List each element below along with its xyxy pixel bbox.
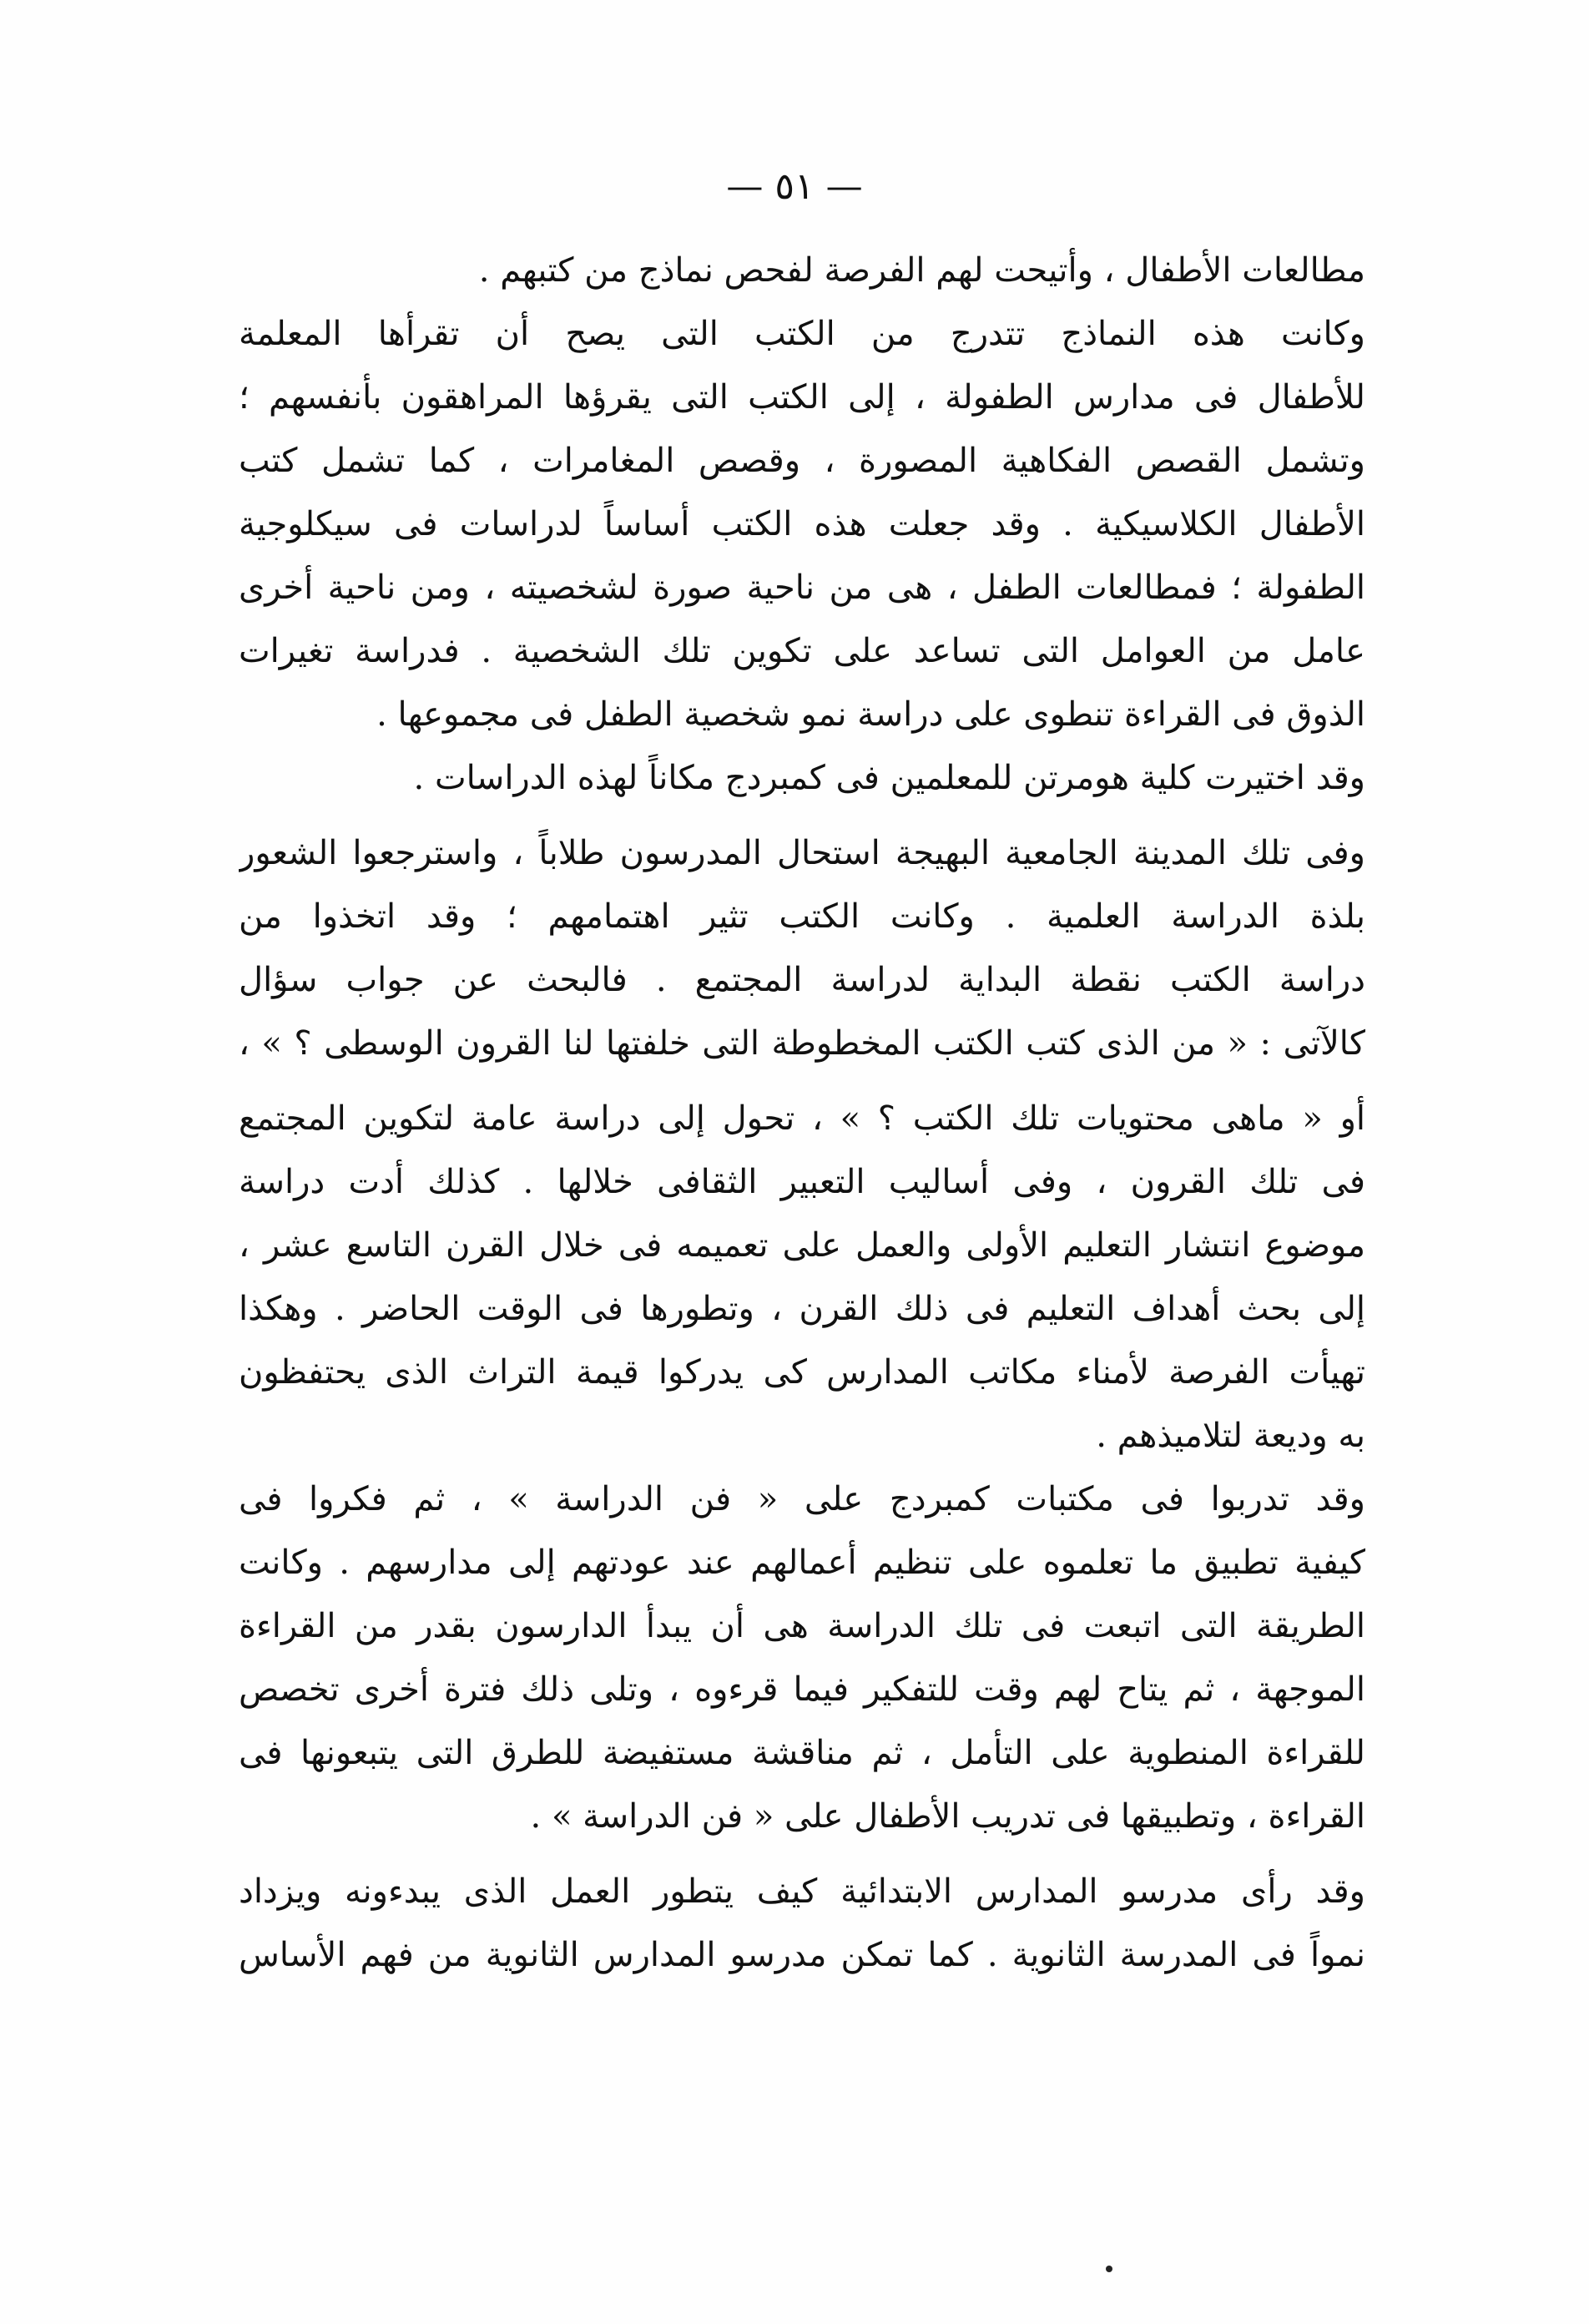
text-line: فى تلك القرون ، وفى أساليب التعبير الثقافى خلالها . كذلك أدت دراسة	[239, 1163, 1365, 1201]
text-line: وقد اختيرت كلية هومرتن للمعلمين فى كمبردج مكاناً لهذه الدراسات .	[413, 759, 1365, 797]
text-line: الذوق فى القراءة تنطوى على دراسة نمو شخصية الطفل فى مجموعها .	[376, 695, 1365, 734]
text-line: وكانت هذه النماذج تتدرج من الكتب التى يصح أن تقرأها المعلمة	[239, 315, 1365, 353]
text-line: الأطفال الكلاسيكية . وقد جعلت هذه الكتب أساساً لدراسات فى سيكلوجية	[239, 505, 1365, 543]
text-line: وقد رأى مدرسو المدارس الابتدائية كيف يتطور العمل الذى يبدءونه ويزداد	[239, 1872, 1365, 1911]
text-line: عامل من العوامل التى تساعد على تكوين تلك الشخصية . فدراسة تغيرات	[239, 632, 1365, 670]
text-line: للأطفال فى مدارس الطفولة ، إلى الكتب التى يقرؤها المراهقون بأنفسهم ؛	[239, 378, 1365, 417]
text-line: مطالعات الأطفال ، وأتيحت لهم الفرصة لفحص نماذج من كتبهم .	[478, 251, 1365, 290]
text-line: كالآتى : « من الذى كتب الكتب المخطوطة التى خلفتها لنا القرون الوسطى ؟ » ،	[239, 1024, 1365, 1063]
text-line: الطريقة التى اتبعت فى تلك الدراسة هى أن يبدأ الدارسون بقدر من القراءة	[239, 1607, 1365, 1645]
text-line: القراءة ، وتطبيقها فى تدريب الأطفال على « فن الدراسة » .	[530, 1797, 1365, 1836]
page-number: — ٥١ —	[726, 165, 863, 208]
text-line: كيفية تطبيق ما تعلموه على تنظيم أعمالهم عند عودتهم إلى مدارسهم . وكانت	[239, 1543, 1365, 1582]
text-line: موضوع انتشار التعليم الأولى والعمل على تعميمه فى خلال القرن التاسع عشر ،	[239, 1226, 1365, 1265]
text-line: الموجهة ، ثم يتاح لهم وقت للتفكير فيما قرءوه ، وتلى ذلك فترة أخرى تخصص	[239, 1670, 1365, 1709]
text-line: وتشمل القصص الفكاهية المصورة ، وقصص المغامرات ، كما تشمل كتب	[239, 442, 1365, 480]
ink-dot	[1106, 2266, 1112, 2272]
text-line: الطفولة ؛ فمطالعات الطفل ، هى من ناحية صورة لشخصيته ، ومن ناحية أخرى	[239, 568, 1365, 607]
text-line: به وديعة لتلاميذهم .	[1096, 1417, 1365, 1455]
text-line: دراسة الكتب نقطة البداية لدراسة المجتمع . فالبحث عن جواب سؤال	[239, 961, 1365, 999]
text-line: للقراءة المنطوية على التأمل ، ثم مناقشة مستفيضة للطرق التى يتبعونها فى	[239, 1734, 1365, 1772]
text-line: أو « ماهى محتويات تلك الكتب ؟ » ، تحول إلى دراسة عامة لتكوين المجتمع	[239, 1099, 1365, 1138]
body-text	[239, 239, 1365, 1987]
text-line: بلذة الدراسة العلمية . وكانت الكتب تثير اهتمامهم ؛ وقد اتخذوا من	[239, 897, 1365, 936]
text-line: نمواً فى المدرسة الثانوية . كما تمكن مدرسو المدارس الثانوية من فهم الأساس	[239, 1936, 1365, 1974]
text-line: تهيأت الفرصة لأمناء مكاتب المدارس كى يدركوا قيمة التراث الذى يحتفظون	[239, 1353, 1365, 1392]
text-line: وقد تدربوا فى مكتبات كمبردج على « فن الدراسة » ، ثم فكروا فى	[239, 1480, 1365, 1518]
text-line: إلى بحث أهداف التعليم فى ذلك القرن ، وتطورها فى الوقت الحاضر . وهكذا	[239, 1290, 1365, 1328]
text-line: وفى تلك المدينة الجامعية البهيجة استحال المدرسون طلاباً ، واسترجعوا الشعور	[239, 834, 1365, 872]
